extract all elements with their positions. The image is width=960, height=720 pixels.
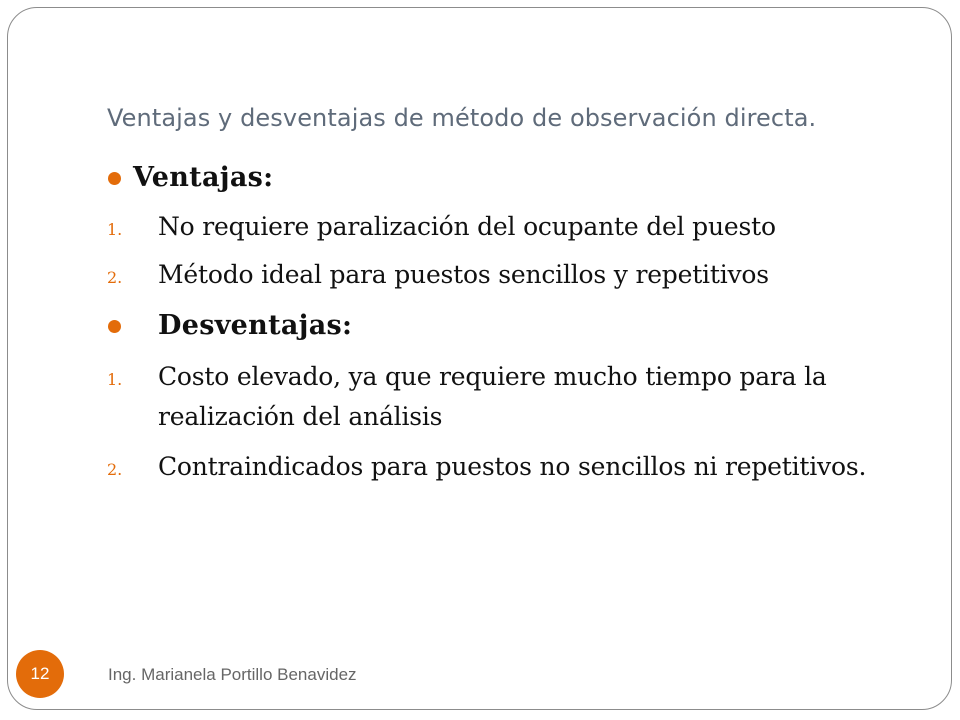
- bullet-dot-icon: [108, 172, 121, 185]
- list-number: 1.: [107, 220, 123, 239]
- slide-title: Ventajas y desventajas de método de observación directa.: [107, 104, 817, 132]
- page-number: 12: [30, 664, 50, 683]
- section-heading-ventajas: Ventajas:: [133, 162, 274, 193]
- list-item-text: No requiere paralización del ocupante del puesto: [158, 212, 776, 241]
- list-item-text: Costo elevado, ya que requiere mucho tiempo para la: [158, 362, 827, 391]
- list-number: 2.: [107, 460, 123, 479]
- footer-author: Ing. Marianela Portillo Benavidez: [108, 665, 357, 684]
- bullet-dot-icon: [108, 320, 121, 333]
- section-heading-desventajas: Desventajas:: [158, 310, 353, 341]
- list-item-text: Contraindicados para puestos no sencillos ni repetitivos.: [158, 452, 867, 481]
- list-number: 1.: [107, 370, 123, 389]
- list-item-text: Método ideal para puestos sencillos y repetitivos: [158, 260, 769, 289]
- page-number-badge: [16, 650, 64, 698]
- list-number: 2.: [107, 268, 123, 287]
- list-item-text-continued: realización del análisis: [158, 402, 443, 431]
